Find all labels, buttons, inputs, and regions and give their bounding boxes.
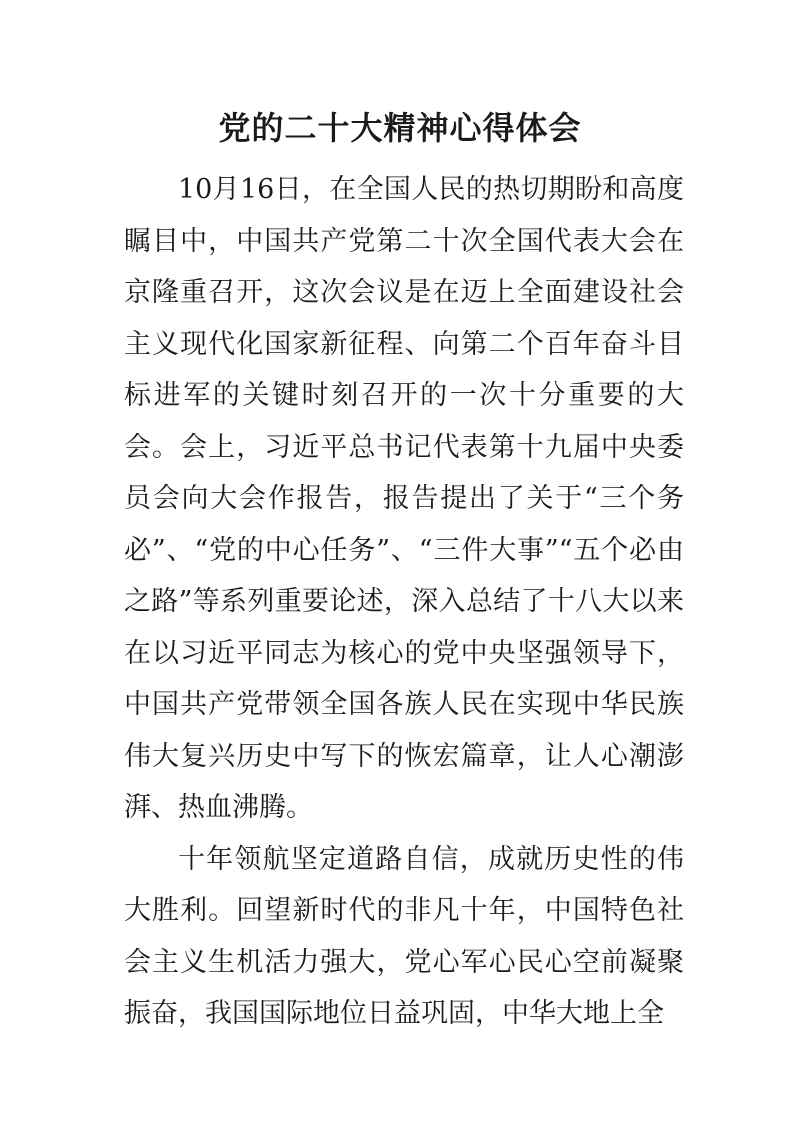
document-title: 党的二十大精神心得体会 <box>218 109 582 147</box>
document-body <box>124 164 684 1040</box>
paragraph-2: 十年领航坚定道路自信，成就历史性的伟大胜利。回望新时代的非凡十年，中国特色社会主义生机活力强大，党心军心民心空前凝聚振奋，我国国际地位日益巩固，中华大地上全 <box>124 843 684 1029</box>
paragraph-1: 10月16日，在全国人民的热切期盼和高度瞩目中，中国共产党第二十次全国代表大会在京隆重召开，这次会议是在迈上全面建设社会主义现代化国家新征程、向第二个百年奋斗目标进军的关键时刻召开的一次十分重要的大会。会上，习近平总书记代表第十九届中央委员会向大会作报告，报告提出了关于“三个务必”、“党的中心任务”、“三件大事”“五个必由之路”等系列重要论述，深入总结了十八大以来在以习近平同志为核心的党中央坚强领导下，中国共产党带领全国各族人民在实现中华民族伟大复兴历史中写下的恢宏篇章，让人心潮澎湃、热血沸腾。 <box>124 174 684 823</box>
